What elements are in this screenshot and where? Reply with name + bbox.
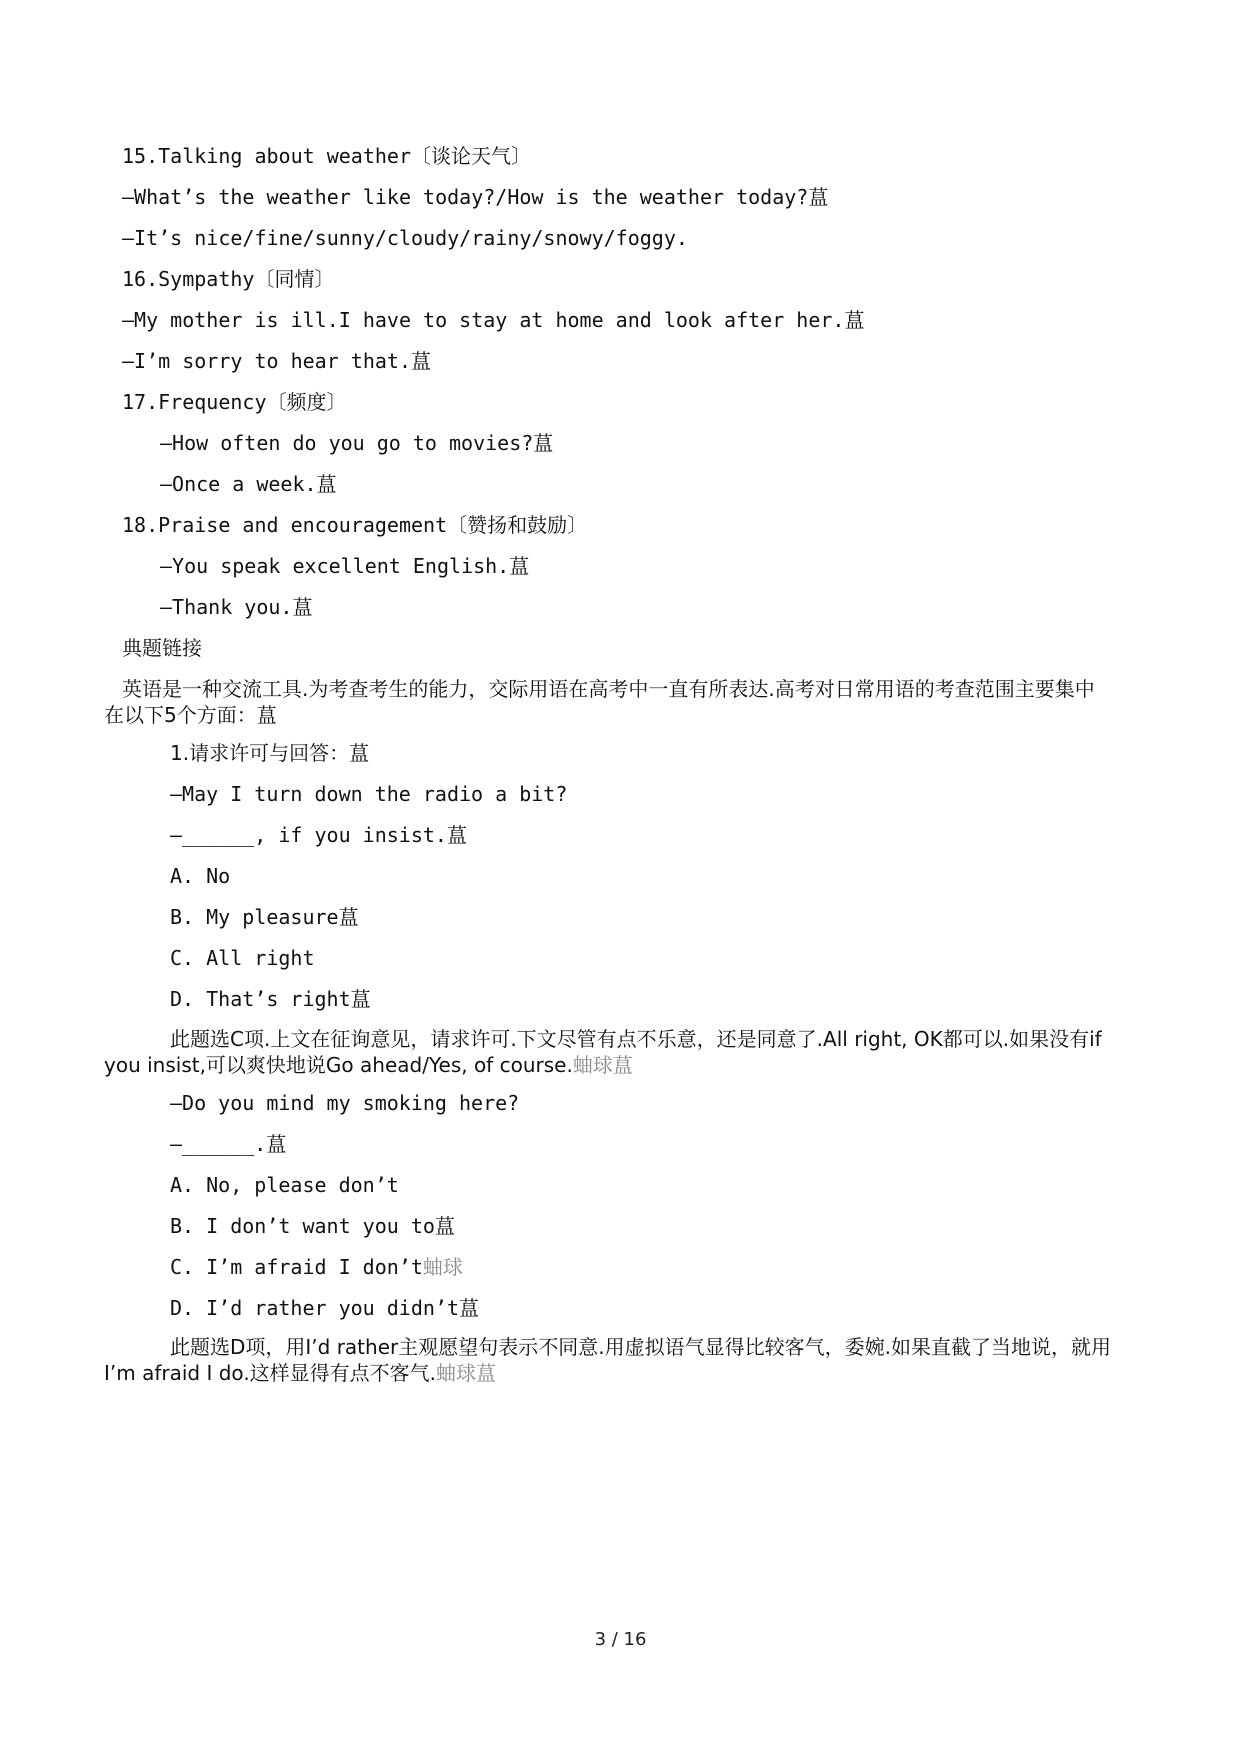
garbled-mark: 蒀 <box>434 1214 455 1238</box>
option-c: C. I’m afraid I don’t蚰球 <box>170 1255 463 1279</box>
garbled-mark: 蒀 <box>256 703 277 727</box>
explanation-paragraph: 此题选C项.上文在征询意见，请求许可.下文尽管有点不乐意，还是同意了.All right, OK都可以.如果没有if you insist,可以爽快地说Go ahead/Yes, of course.蚰球蒀 <box>104 1027 1102 1077</box>
garbled-mark: 蒀 <box>410 349 431 373</box>
option-b: B. I don’t want you to蒀 <box>170 1214 455 1238</box>
garbled-mark: 蒀 <box>266 1132 287 1156</box>
page-number: 3 / 16 <box>594 1629 647 1650</box>
option-a: A. No <box>170 864 231 888</box>
option-b: B. My pleasure蒀 <box>170 905 359 929</box>
dialogue-line: —I’m sorry to hear that.蒀 <box>122 349 431 373</box>
garbled-mark: 蒀 <box>446 823 467 847</box>
question-blank-line: —______.蒀 <box>170 1132 287 1156</box>
garbled-mark: 蚰球 <box>422 1255 463 1279</box>
explanation-paragraph: 此题选D项，用I’d rather主观愿望句表示不同意.用虚拟语气显得比较客气，委婉.如果直截了当地说，就用I’m afraid I do.这样显得有点不客气.蚰球蒀 <box>104 1335 1111 1385</box>
garbled-mark: 蒀 <box>533 431 554 455</box>
garbled-mark: 蚰球蒀 <box>572 1053 633 1077</box>
garbled-mark: 蒀 <box>350 987 371 1011</box>
garbled-mark: 蚰球蒀 <box>436 1361 497 1385</box>
section-heading-weather: 15.Talking about weather〔谈论天气〕 <box>122 144 531 168</box>
dialogue-line: —Thank you.蒀 <box>160 595 313 619</box>
section-heading-praise: 18.Praise and encouragement〔赞扬和鼓励〕 <box>122 513 588 537</box>
dialogue-line: —You speak excellent English.蒀 <box>160 554 530 578</box>
section-heading-frequency: 17.Frequency〔频度〕 <box>122 390 347 414</box>
dialogue-line: —Once a week.蒀 <box>160 472 337 496</box>
section-heading-examples: 典题链接 <box>122 636 202 660</box>
section-heading-sympathy: 16.Sympathy〔同情〕 <box>122 267 335 291</box>
garbled-mark: 蒀 <box>338 905 359 929</box>
question-line: —May I turn down the radio a bit? <box>170 782 568 806</box>
topic-heading: 1.请求许可与回答：蒀 <box>170 741 370 765</box>
garbled-mark: 蒀 <box>844 308 865 332</box>
garbled-mark: 蒀 <box>316 472 337 496</box>
garbled-mark: 蒀 <box>349 741 370 765</box>
garbled-mark: 蒀 <box>509 554 530 578</box>
dialogue-line: —It’s nice/fine/sunny/cloudy/rainy/snowy/foggy. <box>122 226 688 250</box>
intro-paragraph: 英语是一种交流工具.为考查考生的能力，交际用语在高考中一直有所表达.高考对日常用语的考查范围主要集中在以下5个方面：蒀 <box>104 677 1095 727</box>
dialogue-line: —My mother is ill.I have to stay at home and look after her.蒀 <box>122 308 865 332</box>
dialogue-line: —How often do you go to movies?蒀 <box>160 431 554 455</box>
option-d: D. I’d rather you didn’t蒀 <box>170 1296 479 1320</box>
question-line: —Do you mind my smoking here? <box>170 1091 520 1115</box>
garbled-mark: 蒀 <box>808 185 829 209</box>
option-d: D. That’s right蒀 <box>170 987 371 1011</box>
garbled-mark: 蒀 <box>292 595 313 619</box>
dialogue-line: —What’s the weather like today?/How is the weather today?蒀 <box>122 185 829 209</box>
question-blank-line: —______, if you insist.蒀 <box>170 823 467 847</box>
option-c: C. All right <box>170 946 315 970</box>
garbled-mark: 蒀 <box>458 1296 479 1320</box>
option-a: A. No, please don’t <box>170 1173 399 1197</box>
